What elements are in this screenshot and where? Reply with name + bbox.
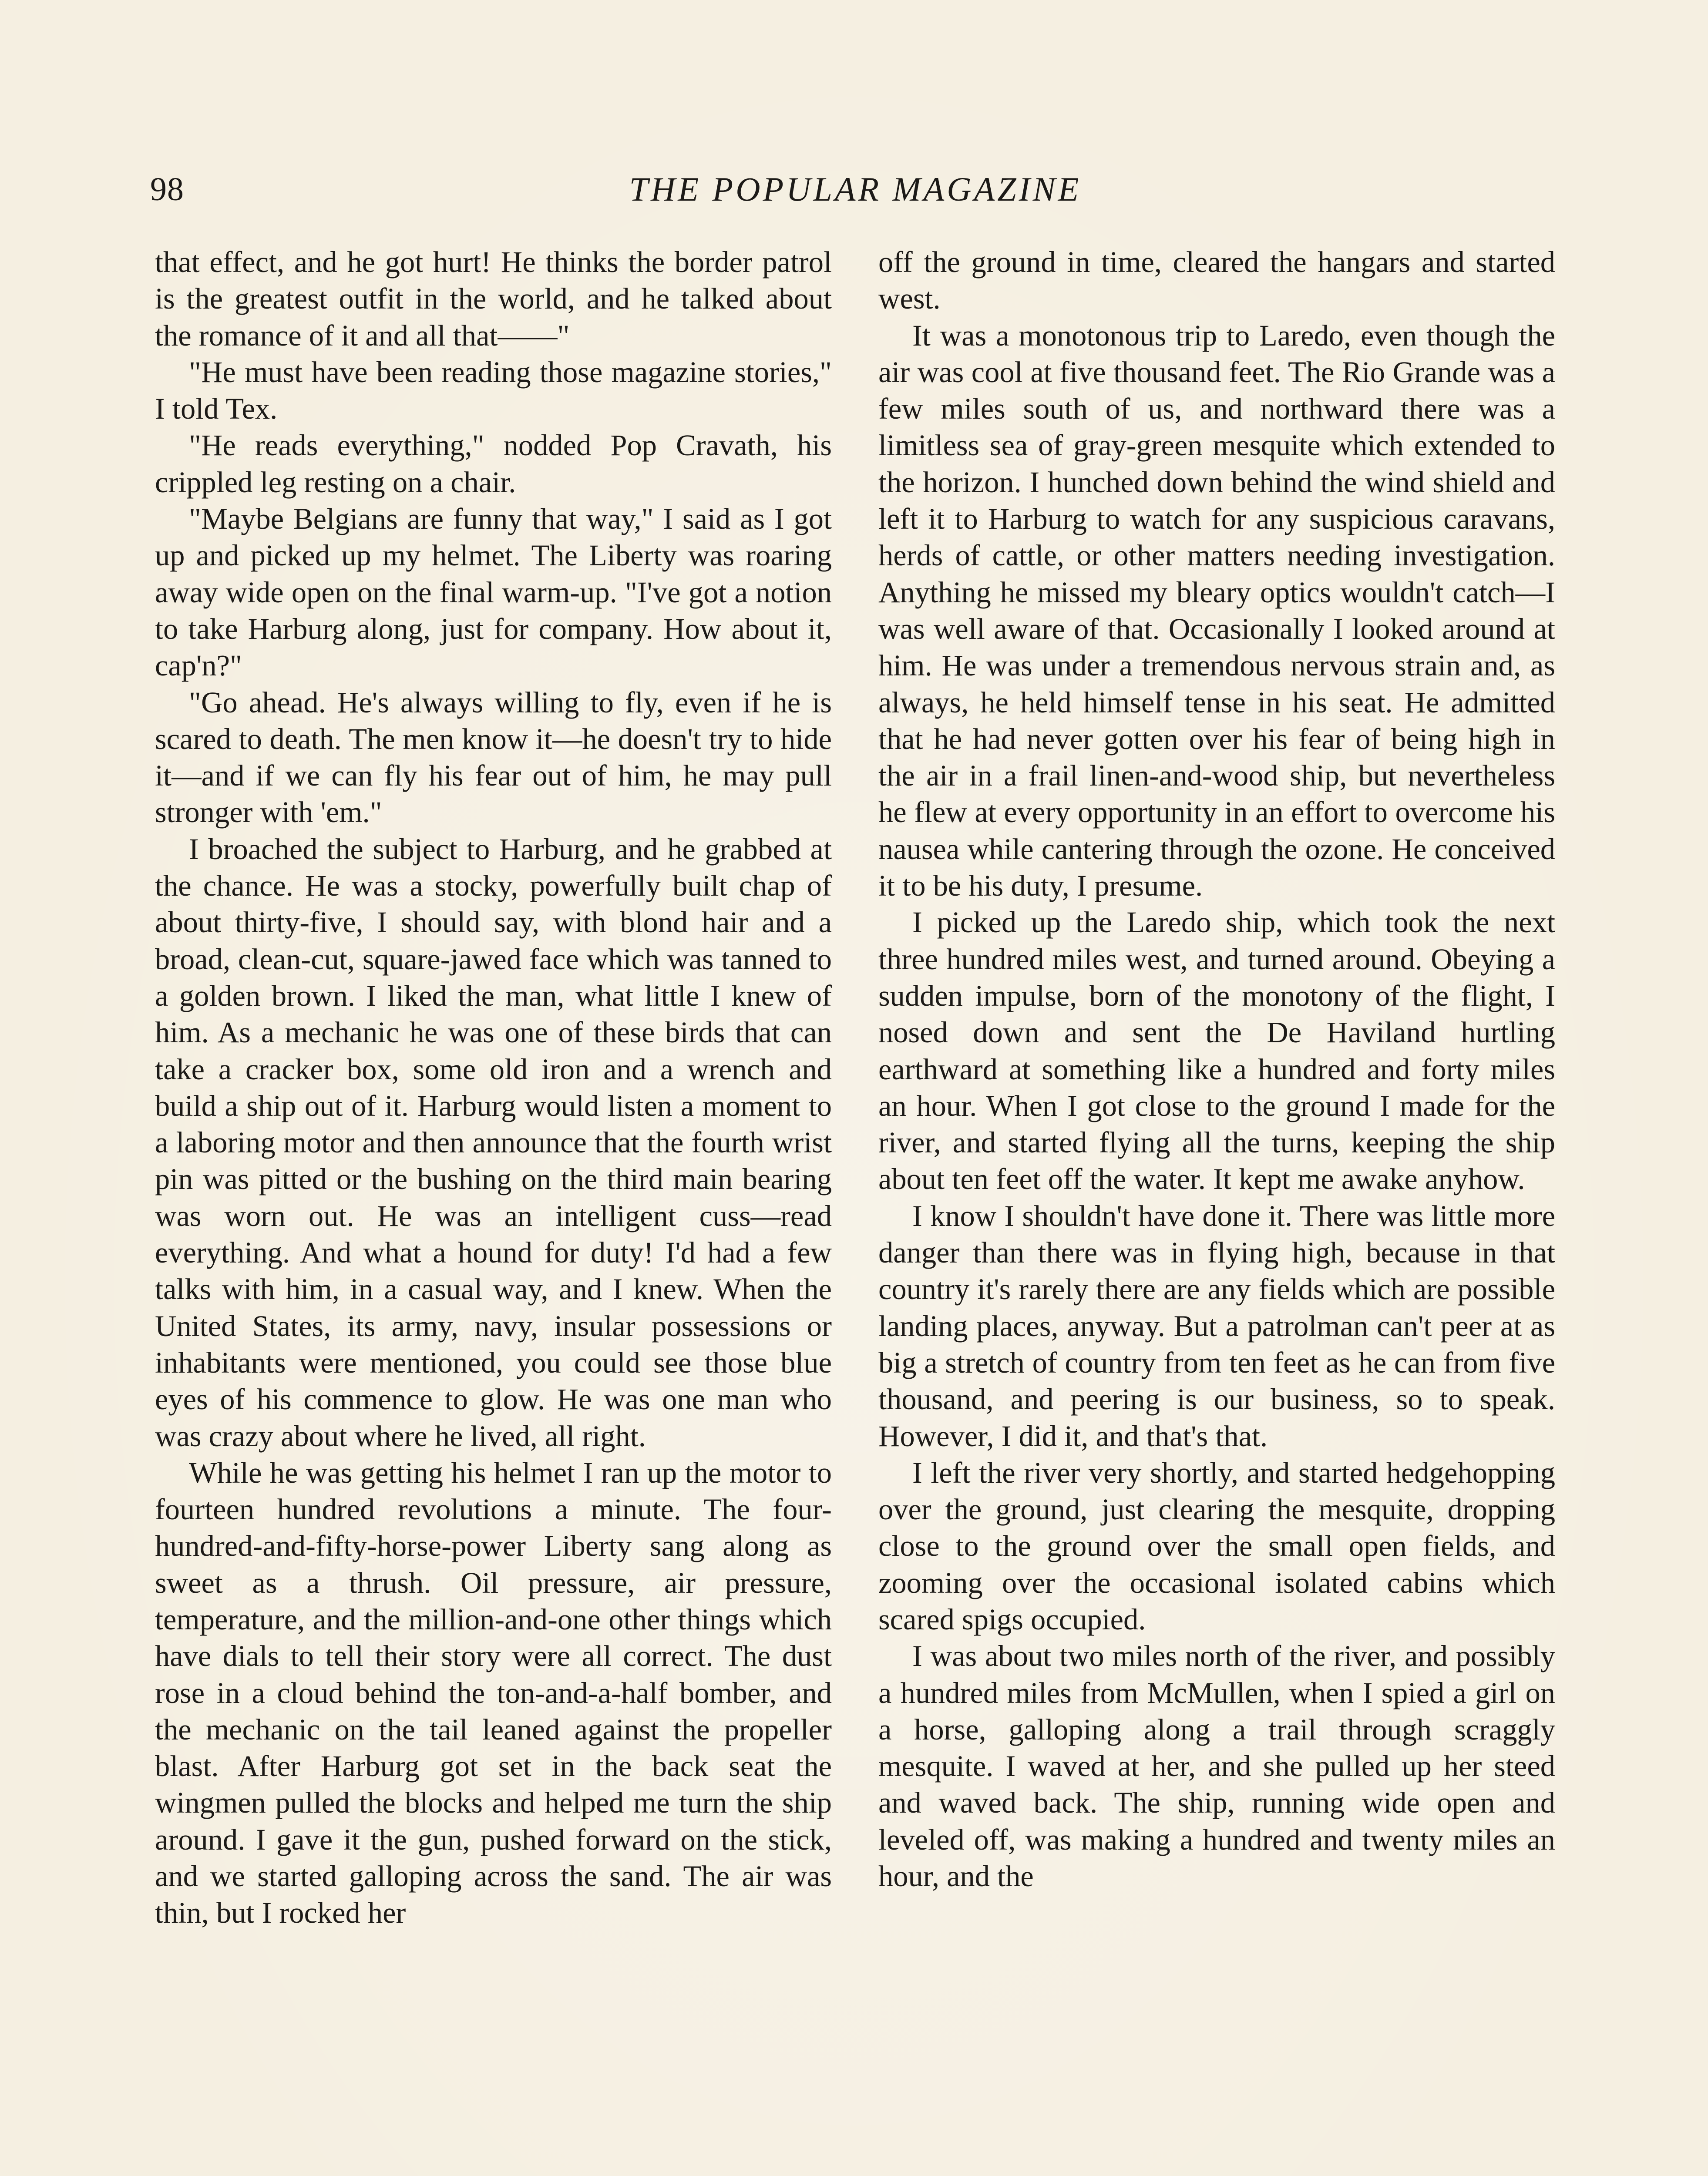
paragraph: that effect, and he got hurt! He thinks the border patrol is the greatest outfit in the world, and he talked about the romance of it and all that——" [155,245,832,352]
paragraph: I left the river very shortly, and started hedgehopping over the ground, just clearing the mesquite, dropping close to the ground over the small open fields, and zooming over the occasional isolated cabins which scared spigs occupied. [878,1456,1555,1636]
paragraph: While he was getting his helmet I ran up the motor to fourteen hundred revolutions a minute. The four-hundred-and-fifty-horse-power Liberty sang along as sweet as a thrush. Oil pressure, air pressure, temperature, and the million-and-one other things which have dials to tell their story were all correct. The dust rose in a cloud behind the ton-and-a-half bomber, and the mechanic on the tail leaned against the propeller blast. After Harburg got set in the back seat the wingmen pulled the blocks and helped me turn the ship around. I gave it the gun, pushed forward on the stick, and we started galloping across the sand. The air was thin, but I rocked her [155,1456,832,1930]
right-column [878,244,1555,1894]
page-header [150,165,1560,213]
running-head: THE POPULAR MAGAZINE [629,170,1082,208]
left-column [155,244,832,1931]
paragraph: "He reads everything," nodded Pop Cravath, his crippled leg resting on a chair. [155,429,832,499]
paragraph: I broached the subject to Harburg, and he grabbed at the chance. He was a stocky, powerfully built chap of about thirty-five, I should say, with blond hair and a broad, clean-cut, square-jawed face which was tanned to a golden brown. I liked the man, what little I knew of him. As a mechanic he was one of these birds that can take a cracker box, some old iron and a wrench and build a ship out of it. Harburg would listen a moment to a laboring motor and then announce that the fourth wrist pin was pitted or the bushing on the third main bearing was worn out. He was an intelligent cuss—read everything. And what a hound for duty! I'd had a few talks with him, in a casual way, and I knew. When the United States, its army, navy, insular possessions or inhabitants were mentioned, you could see those blue eyes of his commence to glow. He was one man who was crazy about where he lived, all right. [155,832,832,1453]
paragraph: "He must have been reading those magazine stories," I told Tex. [155,355,832,426]
page-number: 98 [150,171,184,208]
paragraph: "Go ahead. He's always willing to fly, even if he is scared to death. The men know it—he doesn't try to hide it—and if we can fly his fear out of him, he may pull stronger with 'em." [155,685,832,829]
paragraph: I know I shouldn't have done it. There was little more danger than there was in flying high, because in that country it's rarely there are any fields which are possible landing places, anyway. But a patrolman can't peer at as big a stretch of country from ten feet as he can from five thousand, and peering is our business, so to speak. However, I did it, and that's that. [878,1199,1555,1453]
paragraph: I was about two miles north of the river, and possibly a hundred miles from McMullen, when I spied a girl on a horse, galloping along a trail through scraggly mesquite. I waved at her, and she pulled up her steed and waved back. The ship, running wide open and leveled off, was making a hundred and twenty miles an hour, and the [878,1639,1555,1893]
paragraph: "Maybe Belgians are funny that way," I said as I got up and picked up my helmet. The Liberty was roaring away wide open on the final warm-up. "I've got a notion to take Harburg along, just for company. How about it, cap'n?" [155,502,832,682]
paragraph: off the ground in time, cleared the hangars and started west. [878,245,1555,316]
paragraph: It was a monotonous trip to Laredo, even though the air was cool at five thousand feet. The Rio Grande was a few miles south of us, and northward there was a limitless sea of gray-green mesquite which extended to the horizon. I hunched down behind the wind shield and left it to Harburg to watch for any suspicious caravans, herds of cattle, or other matters needing investigation. Anything he missed my bleary optics wouldn't catch—I was well aware of that. Occasionally I looked around at him. He was under a tremendous nervous strain and, as always, he held himself tense in his seat. He admitted that he had never gotten over his fear of being high in the air in a frail linen-and-wood ship, but nevertheless he flew at every opportunity in an effort to overcome his nausea while cantering through the ozone. He conceived it to be his duty, I presume. [878,319,1555,903]
paragraph: I picked up the Laredo ship, which took the next three hundred miles west, and turned around. Obeying a sudden impulse, born of the monotony of the flight, I nosed down and sent the De Haviland hurtling earthward at something like a hundred and forty miles an hour. When I got close to the ground I made for the river, and started flying all the turns, keeping the ship about ten feet off the water. It kept me awake anyhow. [878,906,1555,1196]
